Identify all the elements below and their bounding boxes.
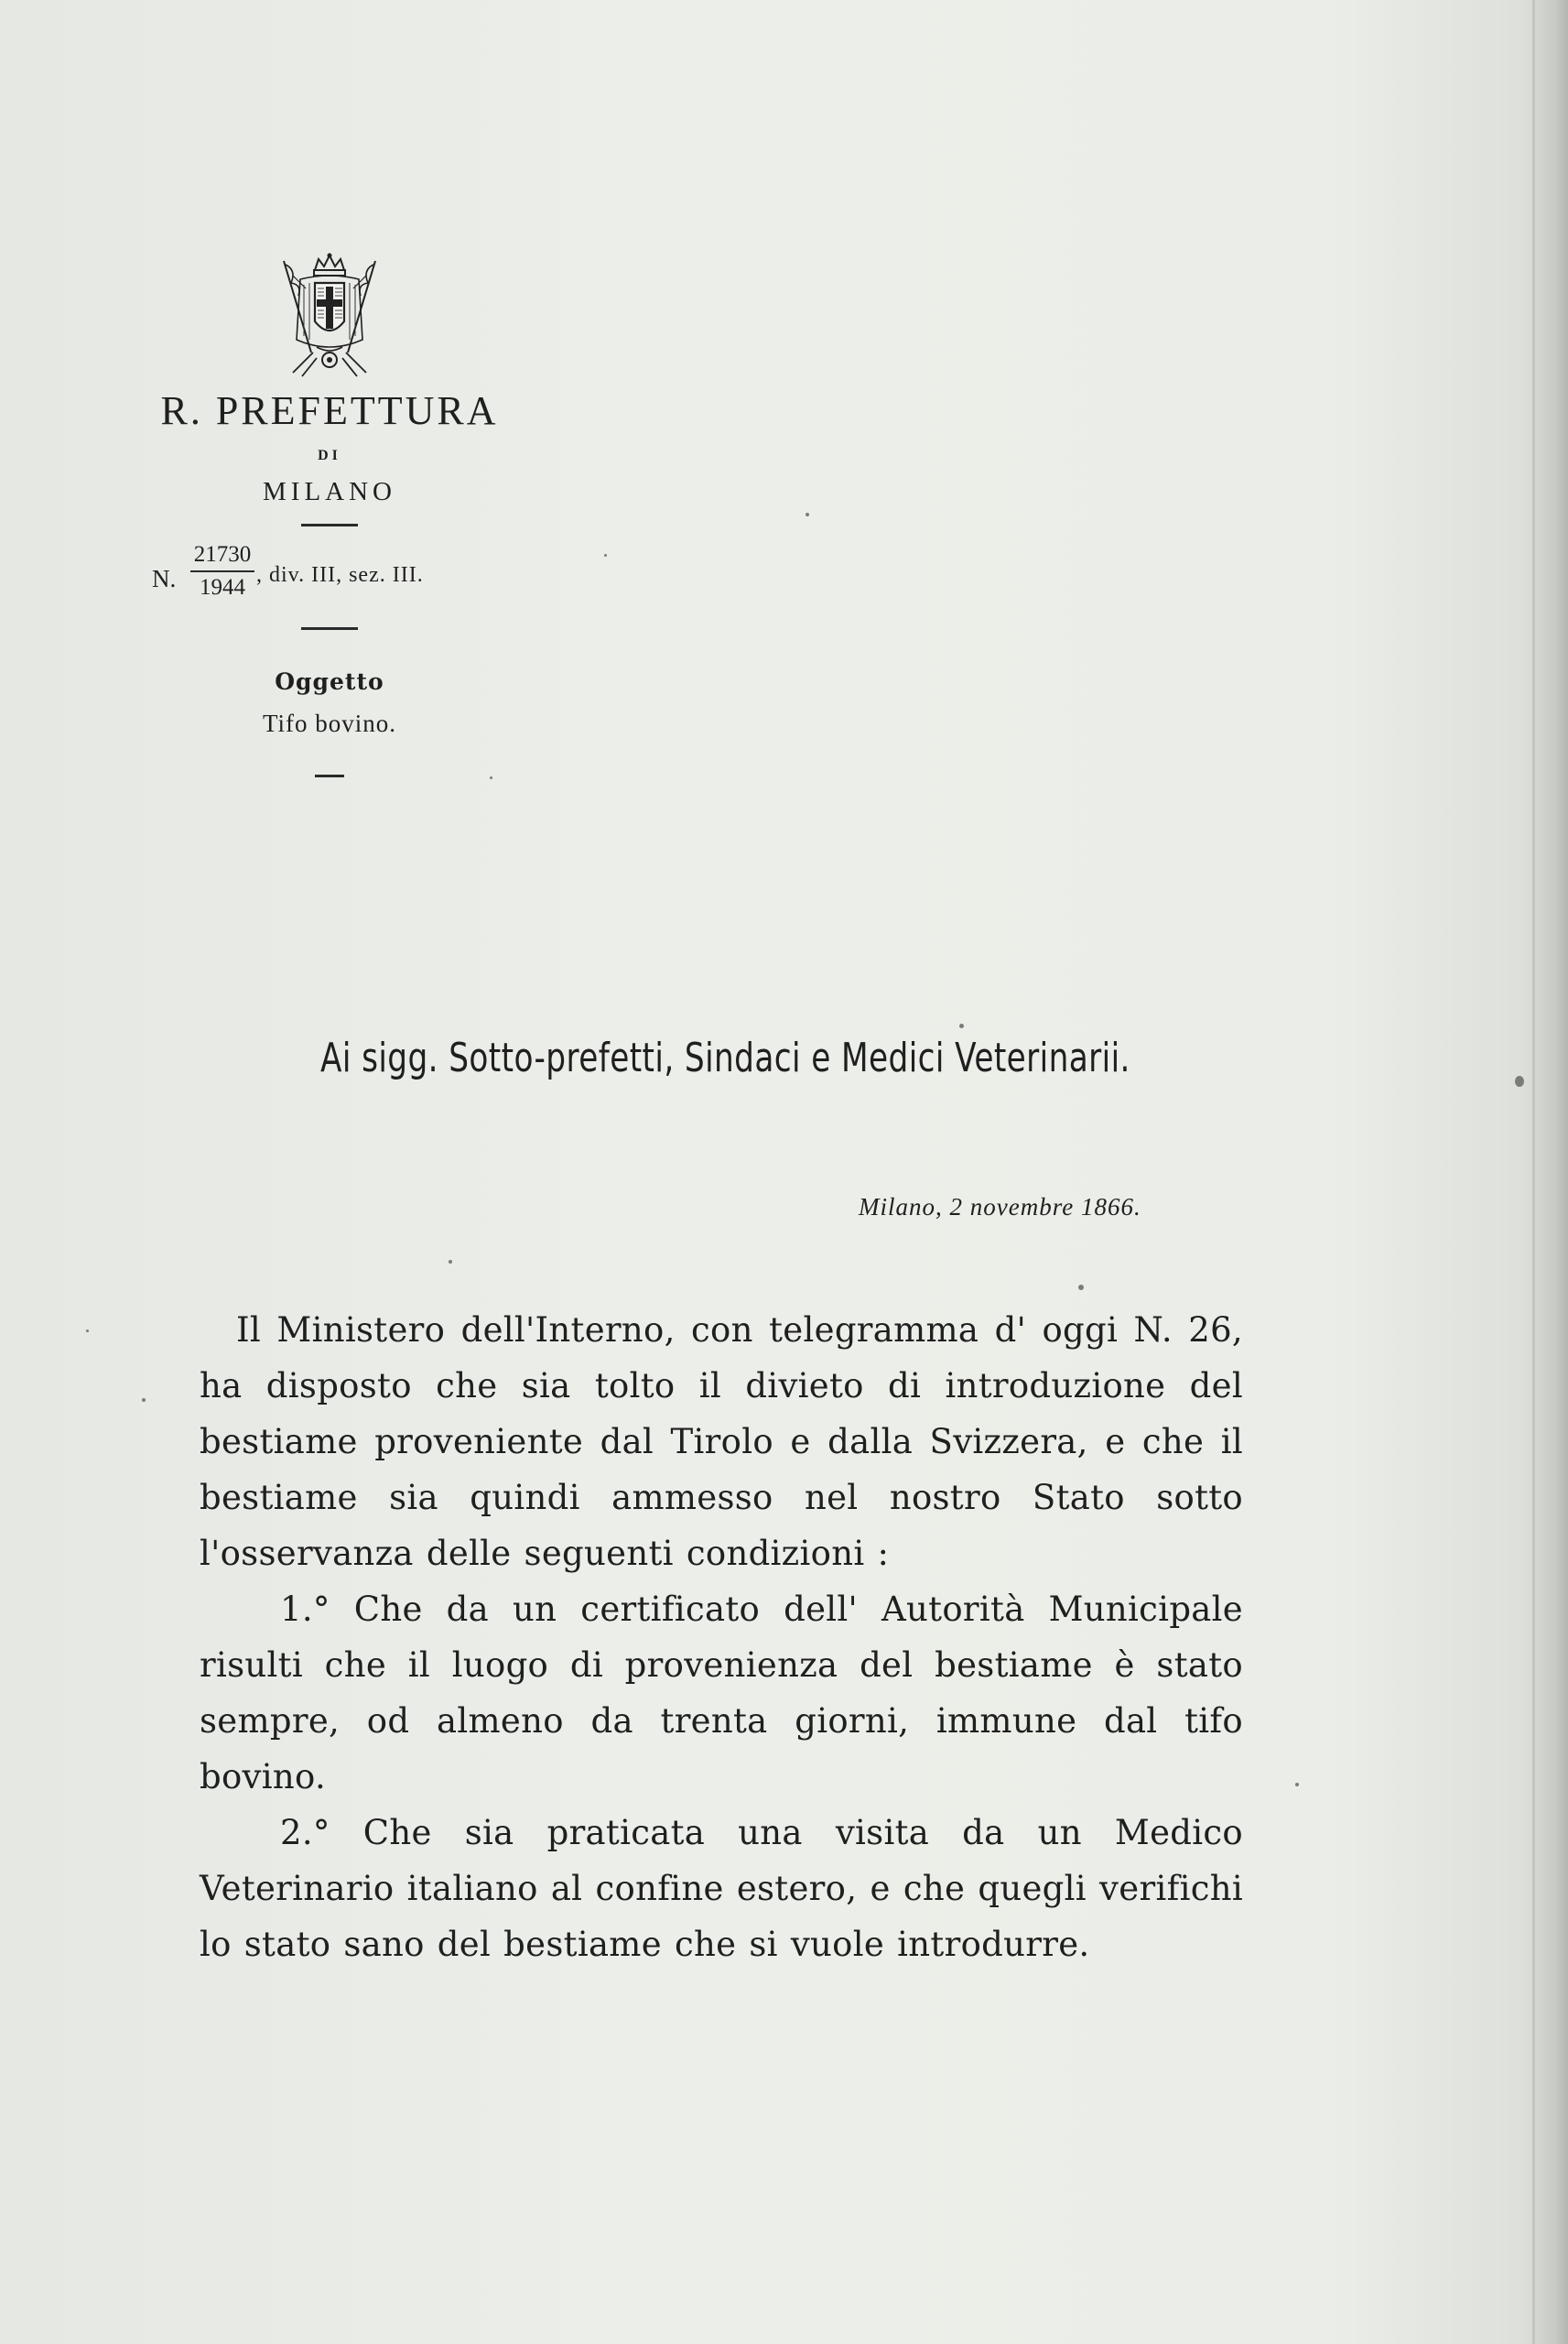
protocol-fraction: [190, 541, 254, 602]
protocol-number: [137, 541, 522, 611]
condition-2-paragraph: 2.° Che sia praticata una visita da un Medico Veterinario italiano al confine estero, e che quegli verifichi lo stato sano del bestiame che si vuole introdurre.: [200, 1813, 1243, 1964]
protocol-prefix: N.: [152, 565, 177, 592]
recipients-line: Ai sigg. Sotto-prefetti, Sindaci e Medici Veterinarii.: [320, 1035, 1130, 1081]
header-rule: [301, 524, 358, 526]
prefecture-header: [137, 252, 522, 777]
subject-dash: [315, 775, 344, 777]
savoy-coat-of-arms-icon: [275, 252, 384, 380]
office-preposition: DI: [318, 448, 341, 463]
date-line: Milano, 2 novembre 1866.: [859, 1193, 1141, 1221]
office-city: MILANO: [263, 477, 396, 506]
subject-value: Tifo bovino.: [262, 710, 397, 737]
page-fold-line: [1532, 0, 1535, 2344]
subject-label: Oggetto: [275, 668, 384, 695]
letter-body: [200, 1302, 1243, 1972]
protocol-rule: [301, 627, 358, 630]
body-intro-paragraph: Il Ministero dell'Interno, con telegramma d' oggi N. 26, ha disposto che sia tolto il divieto di introduzione del bestiame proveniente dal Tirolo e dalla Svizzera, e che il bestiame sia quindi ammesso nel nostro Stato sotto l'osservanza delle seguenti condizioni :: [200, 1310, 1243, 1573]
protocol-section: , div. III, sez. III.: [256, 563, 424, 587]
protocol-numerator: 21730: [193, 542, 252, 567]
office-title: R. PREFETTURA: [160, 388, 499, 433]
condition-1-paragraph: 1.° Che da un certificato dell' Autorità Municipale risulti che il luogo di provenienza del bestiame è stato sempre, od almeno da trenta giorni, immune dal tifo bovino.: [200, 1590, 1243, 1796]
protocol-denominator: 1944: [200, 575, 245, 600]
protocol-fraction-bar: [190, 570, 254, 572]
